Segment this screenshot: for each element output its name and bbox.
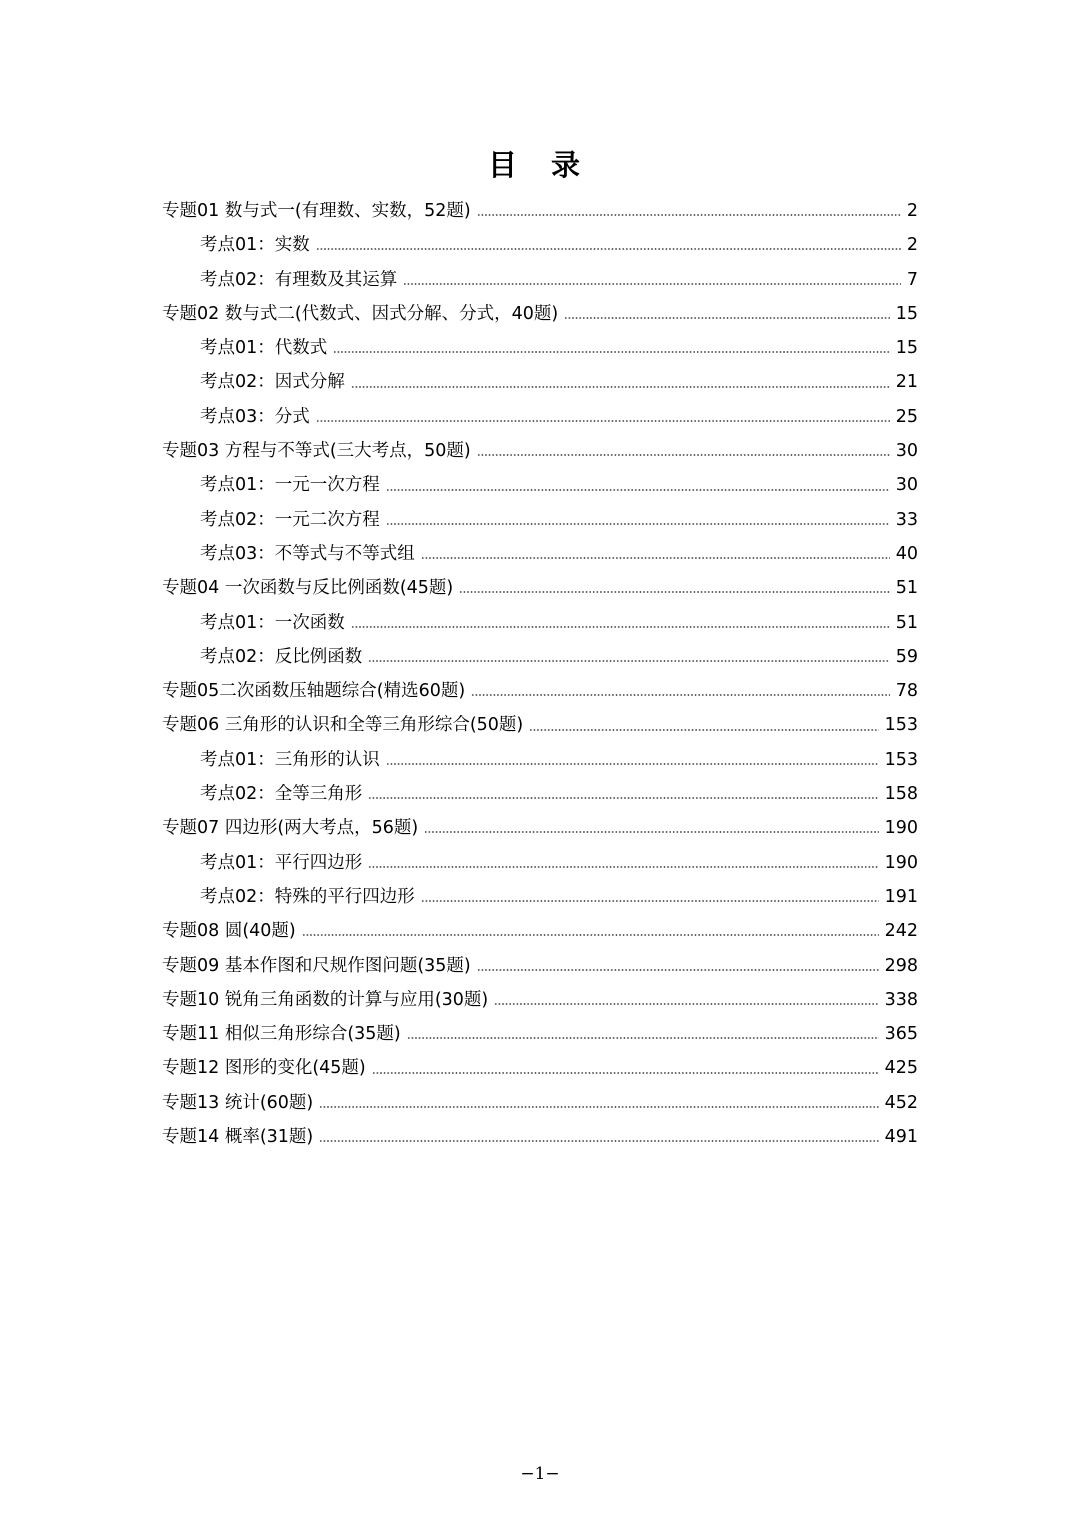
dot-leader: [424, 831, 878, 833]
toc-page-number: 242: [884, 921, 918, 942]
toc-entry[interactable]: [162, 708, 918, 742]
toc-entry-text: 考点02：一元二次方程: [200, 509, 380, 530]
dot-leader: [403, 283, 901, 285]
dot-leader: [529, 729, 878, 731]
toc-page-number: 190: [884, 852, 918, 873]
toc-entry-text: 考点02：有理数及其运算: [200, 269, 398, 290]
toc-entry[interactable]: [162, 1017, 918, 1051]
dot-leader: [316, 248, 901, 250]
toc-entry[interactable]: [162, 1051, 918, 1085]
toc-entry[interactable]: [162, 434, 918, 468]
toc-entry-text: 专题04 一次函数与反比例函数(45题): [162, 578, 454, 599]
toc-page-number: 452: [884, 1092, 918, 1113]
dot-leader: [351, 626, 890, 628]
toc-page-number: 191: [884, 886, 918, 907]
dot-leader: [477, 214, 901, 216]
toc-subentry[interactable]: [162, 606, 918, 640]
dot-leader: [368, 797, 878, 799]
dot-leader: [421, 900, 879, 902]
toc-entry[interactable]: [162, 194, 918, 228]
toc-subentry[interactable]: [162, 640, 918, 674]
dot-leader: [564, 317, 889, 319]
dot-leader: [302, 934, 879, 936]
toc-page-number: 2: [906, 235, 918, 256]
toc-entry-text: 专题10 锐角三角函数的计算与应用(30题): [162, 989, 489, 1010]
table-of-contents: [162, 194, 918, 1154]
toc-entry[interactable]: [162, 914, 918, 948]
dot-leader: [351, 386, 890, 388]
toc-page-number: 153: [884, 715, 918, 736]
toc-entry-text: 考点01：三角形的认识: [200, 749, 380, 770]
toc-page-number: 298: [884, 955, 918, 976]
toc-subentry[interactable]: [162, 468, 918, 502]
toc-subentry[interactable]: [162, 777, 918, 811]
toc-entry-text: 专题08 圆(40题): [162, 921, 296, 942]
dot-leader: [386, 489, 890, 491]
toc-entry-text: 考点03：不等式与不等式组: [200, 543, 415, 564]
toc-page-number: 30: [895, 441, 918, 462]
toc-entry-text: 专题07 四边形(两大考点，56题): [162, 818, 419, 839]
toc-subentry[interactable]: [162, 503, 918, 537]
toc-page-number: 15: [895, 303, 918, 324]
dot-leader: [368, 866, 878, 868]
toc-entry-text: 考点03：分式: [200, 406, 310, 427]
toc-entry[interactable]: [162, 983, 918, 1017]
toc-entry[interactable]: [162, 1120, 918, 1154]
toc-subentry[interactable]: [162, 331, 918, 365]
toc-entry-text: 考点01：代数式: [200, 338, 328, 359]
toc-page-number: 491: [884, 1127, 918, 1148]
toc-subentry[interactable]: [162, 400, 918, 434]
toc-entry-text: 专题02 数与式二(代数式、因式分解、分式，40题): [162, 303, 559, 324]
dot-leader: [494, 1003, 878, 1005]
toc-entry-text: 专题09 基本作图和尺规作图问题(35题): [162, 955, 471, 976]
dot-leader: [319, 1106, 878, 1108]
toc-page-number: 40: [895, 543, 918, 564]
toc-subentry[interactable]: [162, 537, 918, 571]
toc-entry[interactable]: [162, 674, 918, 708]
dot-leader: [421, 557, 890, 559]
dot-leader: [368, 660, 889, 662]
toc-page-number: 2: [906, 201, 918, 221]
page-number-footer: −1−: [520, 1464, 560, 1484]
toc-subentry[interactable]: [162, 263, 918, 297]
dot-leader: [471, 694, 890, 696]
toc-page-number: 33: [895, 509, 918, 530]
toc-entry[interactable]: [162, 1086, 918, 1120]
dot-leader: [407, 1037, 879, 1039]
toc-entry-text: 专题13 统计(60题): [162, 1092, 314, 1113]
dot-leader: [459, 591, 889, 593]
toc-page-number: 51: [895, 578, 918, 599]
toc-subentry[interactable]: [162, 228, 918, 262]
toc-page-number: 21: [895, 372, 918, 393]
toc-entry-text: 考点02：特殊的平行四边形: [200, 886, 415, 907]
toc-entry-text: 考点02：全等三角形: [200, 784, 363, 805]
toc-entry[interactable]: [162, 297, 918, 331]
toc-entry-text: 考点01：实数: [200, 235, 310, 256]
dot-leader: [386, 523, 890, 525]
toc-entry[interactable]: [162, 811, 918, 845]
toc-entry-text: 专题11 相似三角形综合(35题): [162, 1024, 401, 1045]
toc-subentry[interactable]: [162, 365, 918, 399]
toc-entry-text: 专题12 图形的变化(45题): [162, 1058, 366, 1079]
toc-entry-text: 专题01 数与式一(有理数、实数，52题): [162, 201, 471, 221]
toc-entry-text: 考点01：平行四边形: [200, 852, 363, 873]
toc-page-number: 365: [884, 1024, 918, 1045]
dot-leader: [386, 763, 879, 765]
toc-subentry[interactable]: [162, 880, 918, 914]
toc-entry-text: 专题05二次函数压轴题综合(精选60题): [162, 681, 466, 702]
dot-leader: [316, 420, 890, 422]
toc-page-number: 15: [895, 338, 918, 359]
toc-page-number: 153: [884, 749, 918, 770]
toc-title: 目 录: [487, 148, 593, 182]
toc-subentry[interactable]: [162, 743, 918, 777]
toc-entry-text: 专题06 三角形的认识和全等三角形综合(50题): [162, 715, 524, 736]
toc-entry-text: 专题14 概率(31题): [162, 1127, 314, 1148]
toc-page-number: 25: [895, 406, 918, 427]
toc-subentry[interactable]: [162, 846, 918, 880]
dot-leader: [477, 969, 879, 971]
toc-page-number: 7: [906, 269, 918, 290]
dot-leader: [319, 1140, 878, 1142]
dot-leader: [477, 454, 890, 456]
toc-entry-text: 考点01：一元一次方程: [200, 475, 380, 496]
toc-page-number: 78: [895, 681, 918, 702]
toc-entry[interactable]: [162, 571, 918, 605]
toc-entry-text: 考点02：因式分解: [200, 372, 345, 393]
toc-page-number: 190: [884, 818, 918, 839]
toc-page-number: 30: [895, 475, 918, 496]
dot-leader: [372, 1072, 879, 1074]
toc-page-number: 51: [895, 612, 918, 633]
dot-leader: [333, 351, 889, 353]
toc-page-number: 158: [884, 784, 918, 805]
toc-entry-text: 考点01：一次函数: [200, 612, 345, 633]
toc-page-number: 338: [884, 989, 918, 1010]
toc-page-number: 59: [895, 646, 918, 667]
toc-page-number: 425: [884, 1058, 918, 1079]
toc-entry[interactable]: [162, 949, 918, 983]
toc-entry-text: 专题03 方程与不等式(三大考点，50题): [162, 441, 471, 462]
toc-entry-text: 考点02：反比例函数: [200, 646, 363, 667]
